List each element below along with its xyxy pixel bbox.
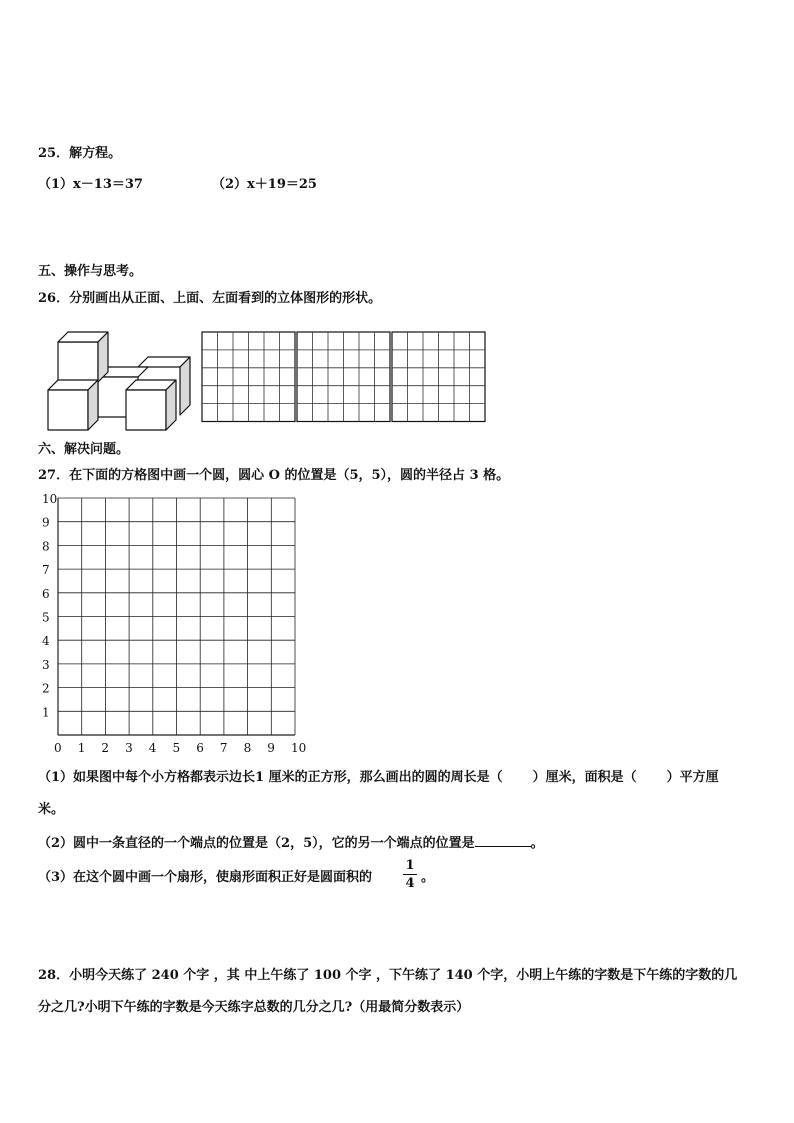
q27-part1-text-c: ）平方厘 — [666, 770, 719, 785]
view-grid-1[interactable] — [202, 332, 295, 422]
view-grid-3[interactable] — [392, 332, 485, 422]
q27-title: 27．在下面的方格图中画一个圆，圆心 O 的位置是（5，5），圆的半径占 3 格。 — [38, 468, 510, 483]
cube-top-front — [58, 342, 98, 382]
q28-line1: 28．小明今天练了 240 个字 ，其 中上午练了 100 个字 ，下午练了 140 个字，小明上午练的字数是下午练的字数的几 — [38, 968, 738, 983]
cube-back-right-side — [180, 357, 190, 415]
x-tick-label: 10 — [291, 741, 307, 755]
view-grids — [200, 330, 490, 422]
x-tick-label: 7 — [219, 741, 228, 755]
x-tick-label: 6 — [196, 741, 204, 755]
y-tick-label: 5 — [42, 610, 50, 625]
fraction-denominator: 4 — [405, 876, 415, 891]
y-tick-label: 4 — [42, 634, 50, 649]
fraction-numerator: 1 — [405, 858, 415, 873]
y-tick-label: 7 — [42, 563, 50, 578]
q28-line2: 分之几?小明下午练的字数是今天练字总数的几分之几?（用最简分数表示） — [38, 1000, 470, 1015]
q27-part3-end: 。 — [421, 870, 435, 885]
fraction-bar — [403, 874, 417, 875]
x-tick-label: 9 — [267, 741, 275, 755]
q27-part3-text: （3）在这个圆中画一个扇形，使扇形面积正好是圆面积的 — [38, 870, 373, 885]
y-tick-label: 9 — [42, 515, 50, 530]
y-tick-label: 6 — [42, 586, 50, 601]
cube-right-front — [126, 390, 166, 430]
q26-title: 26．分别画出从正面、上面、左面看到的立体图形的形状。 — [38, 291, 382, 306]
y-tick-label: 1 — [42, 705, 50, 720]
y-tick-label: 10 — [42, 492, 58, 506]
q27-part1-text-a: （1）如果图中每个小方格都表示边长1 厘米的正方形，那么画出的圆的周长是（ — [38, 770, 503, 785]
q27-part1-line1 — [38, 770, 719, 786]
q27-part2 — [38, 834, 544, 852]
q27-part1-line2: 米。 — [38, 802, 65, 817]
q27-part2-text-a: （2）圆中一条直径的一个端点的位置是（2，5），它的另一个端点的位置是 — [38, 836, 475, 851]
section-6-title: 六、解决问题。 — [38, 442, 130, 457]
x-tick-label: 1 — [77, 741, 86, 755]
q25-equation-2: （2）x＋19＝25 — [212, 177, 317, 192]
y-tick-label: 8 — [42, 539, 50, 554]
endpoint-blank[interactable] — [475, 834, 531, 847]
fraction-one-quarter — [403, 858, 417, 891]
x-tick-label: 0 — [54, 741, 62, 755]
q27-part2-text-b: 。 — [530, 836, 544, 851]
coordinate-grid — [40, 492, 320, 760]
x-tick-label: 3 — [125, 741, 133, 755]
y-tick-label: 2 — [42, 681, 50, 696]
x-tick-label: 8 — [243, 741, 252, 755]
cube-left-front — [48, 390, 88, 430]
y-tick-label: 3 — [42, 657, 50, 672]
q25-title: 25．解方程。 — [38, 146, 122, 161]
x-tick-label: 5 — [172, 741, 181, 755]
q27-part1-text-b: ）厘米，面积是（ — [532, 770, 637, 785]
cube-figure — [42, 322, 202, 432]
x-tick-label: 4 — [148, 741, 157, 755]
view-grid-2[interactable] — [297, 332, 390, 422]
x-tick-label: 2 — [101, 741, 110, 755]
section-5-title: 五、操作与思考。 — [38, 264, 143, 279]
q25-equation-1: （1）x－13＝37 — [38, 177, 143, 192]
